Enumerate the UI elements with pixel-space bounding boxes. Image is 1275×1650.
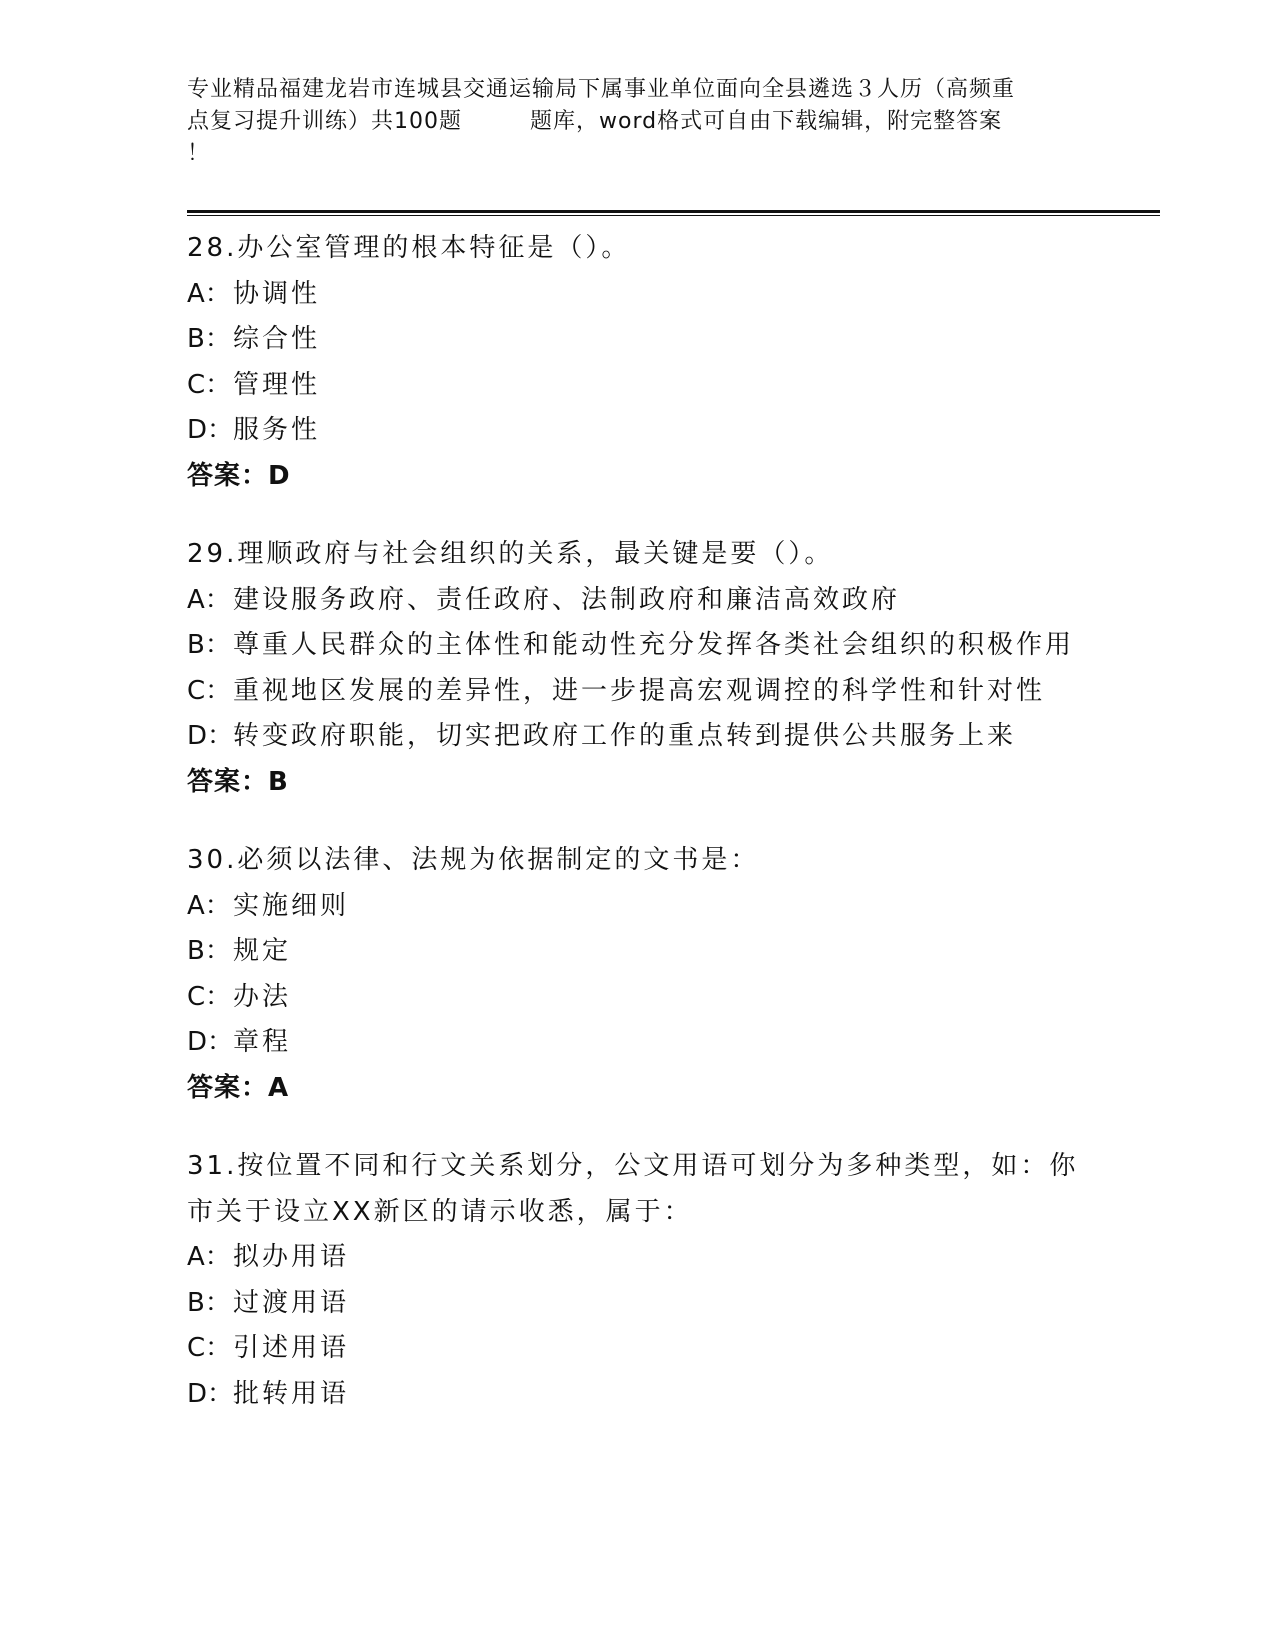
option-letter: B：: [187, 324, 231, 354]
option-text: 协调性: [233, 278, 321, 309]
question-number: 29.: [187, 539, 238, 569]
question-stem: [187, 226, 1107, 272]
option-letter: A：: [187, 1242, 231, 1272]
question-stem-continued: 市关于设立XX新区的请示收悉，属于：: [187, 1196, 693, 1227]
question-stem: [187, 838, 1107, 884]
option-letter: B：: [187, 1287, 231, 1318]
option-b: [187, 317, 1107, 363]
option-letter: C：: [187, 675, 232, 706]
option-letter: D：: [187, 721, 234, 751]
answer-line: 答案：B: [187, 766, 289, 797]
question-list: [187, 226, 1107, 1450]
header-line-2-part-1: 点复习提升训练）共100题: [187, 109, 462, 134]
question-text: 理顺政府与社会组织的关系，最关键是要（）。: [237, 539, 834, 569]
option-letter: B：: [187, 630, 231, 660]
option-c: [187, 1326, 1107, 1372]
option-text: 建设服务政府、责任政府、法制政府和廉洁高效政府: [233, 584, 901, 615]
option-letter: D：: [187, 415, 234, 445]
document-header: [187, 74, 1087, 170]
option-text: 过渡用语: [233, 1287, 350, 1318]
question-28: [187, 226, 1107, 499]
option-a: [187, 578, 1107, 624]
option-letter: A：: [187, 584, 231, 615]
option-letter: C：: [187, 981, 232, 1012]
header-line-3: ！: [187, 141, 211, 166]
question-number: 28.: [187, 233, 238, 263]
option-d: [187, 714, 1107, 760]
question-29: [187, 532, 1107, 805]
option-letter: A：: [187, 278, 231, 309]
answer-line: 答案：D: [187, 460, 291, 491]
question-31: [187, 1144, 1107, 1417]
header-line-2: [187, 106, 1087, 138]
option-letter: C：: [187, 369, 232, 400]
option-text: 转变政府职能，切实把政府工作的重点转到提供公共服务上来: [233, 721, 1017, 751]
header-divider-thick: [187, 210, 1160, 213]
option-text: 实施细则: [233, 890, 350, 921]
option-text: 规定: [233, 936, 292, 966]
option-text: 引述用语: [233, 1333, 350, 1363]
question-30: [187, 838, 1107, 1111]
question-number: 31.: [187, 1151, 238, 1181]
option-b: [187, 623, 1107, 669]
option-letter: D：: [187, 1027, 234, 1057]
option-text: 服务性: [233, 415, 321, 445]
header-divider-thin: [187, 215, 1160, 216]
question-stem: [187, 1144, 1107, 1190]
option-c: [187, 669, 1107, 715]
question-text: 按位置不同和行文关系划分，公文用语可划分为多种类型，如：你: [237, 1151, 1079, 1181]
option-d: [187, 408, 1107, 454]
header-line-2-part-2: 题库，word格式可自由下载编辑，附完整答案: [530, 109, 1003, 134]
question-text: 办公室管理的根本特征是（）。: [237, 233, 631, 263]
option-letter: D：: [187, 1378, 234, 1409]
option-a: [187, 272, 1107, 318]
question-text: 必须以法律、法规为依据制定的文书是：: [237, 845, 760, 875]
option-text: 拟办用语: [233, 1242, 350, 1272]
option-text: 尊重人民群众的主体性和能动性充分发挥各类社会组织的积极作用: [233, 630, 1075, 660]
option-b: [187, 929, 1107, 975]
question-stem: [187, 532, 1107, 578]
option-a: [187, 1235, 1107, 1281]
option-d: [187, 1372, 1107, 1418]
option-text: 章程: [233, 1027, 292, 1057]
option-text: 重视地区发展的差异性，进一步提高宏观调控的科学性和针对性: [233, 675, 1046, 706]
option-letter: A：: [187, 890, 231, 921]
option-text: 批转用语: [233, 1378, 350, 1409]
option-letter: C：: [187, 1333, 232, 1363]
question-number: 30.: [187, 845, 238, 875]
option-c: [187, 363, 1107, 409]
option-text: 管理性: [233, 369, 321, 400]
answer-line: 答案：A: [187, 1072, 290, 1103]
option-text: 综合性: [233, 324, 321, 354]
option-text: 办法: [233, 981, 292, 1012]
option-c: [187, 975, 1107, 1021]
option-d: [187, 1020, 1107, 1066]
option-letter: B：: [187, 936, 231, 966]
option-b: [187, 1281, 1107, 1327]
header-line-1: 专业精品福建龙岩市连城县交通运输局下属事业单位面向全县遴选３人历（高频重: [187, 77, 1016, 102]
option-a: [187, 884, 1107, 930]
